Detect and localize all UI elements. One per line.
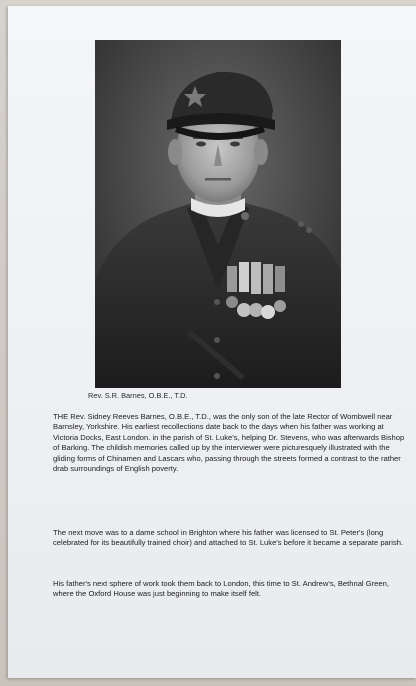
portrait-photo (95, 40, 341, 388)
paragraph-3: His father's next sphere of work took them back to London, this time to St. Andrew's, Bethnal Green, where the Oxford House was just beginning to make itself felt. (53, 579, 389, 599)
paragraph-2: The next move was to a dame school in Brighton where his father was licensed to St. Peter's (long celebrated for its beautifully trained choir) and attached to St. Luke's before it became a separate parish. (53, 528, 404, 548)
portrait-illustration (95, 40, 341, 388)
document-page (8, 6, 416, 678)
paragraph-1: THE Rev. Sidney Reeves Barnes, O.B.E., T.D., was the only son of the late Rector of Wombwell near Barnsley, Yorkshire. His earliest recollections date back to the days when his father was working at Victoria Docks, East London. in the parish of St. Luke's, helping Dr. Stevens, who was afterwards Bishop of Barking. The childish memories called up by the interviewer were picturesquely illustrated with the gliding forms of Chinamen and Lascars who, passing through the streets formed a contrast to the rather drab surroundings of English poverty. (53, 412, 405, 474)
photo-caption: Rev. S.R. Barnes, O.B.E., T.D. (88, 391, 188, 400)
